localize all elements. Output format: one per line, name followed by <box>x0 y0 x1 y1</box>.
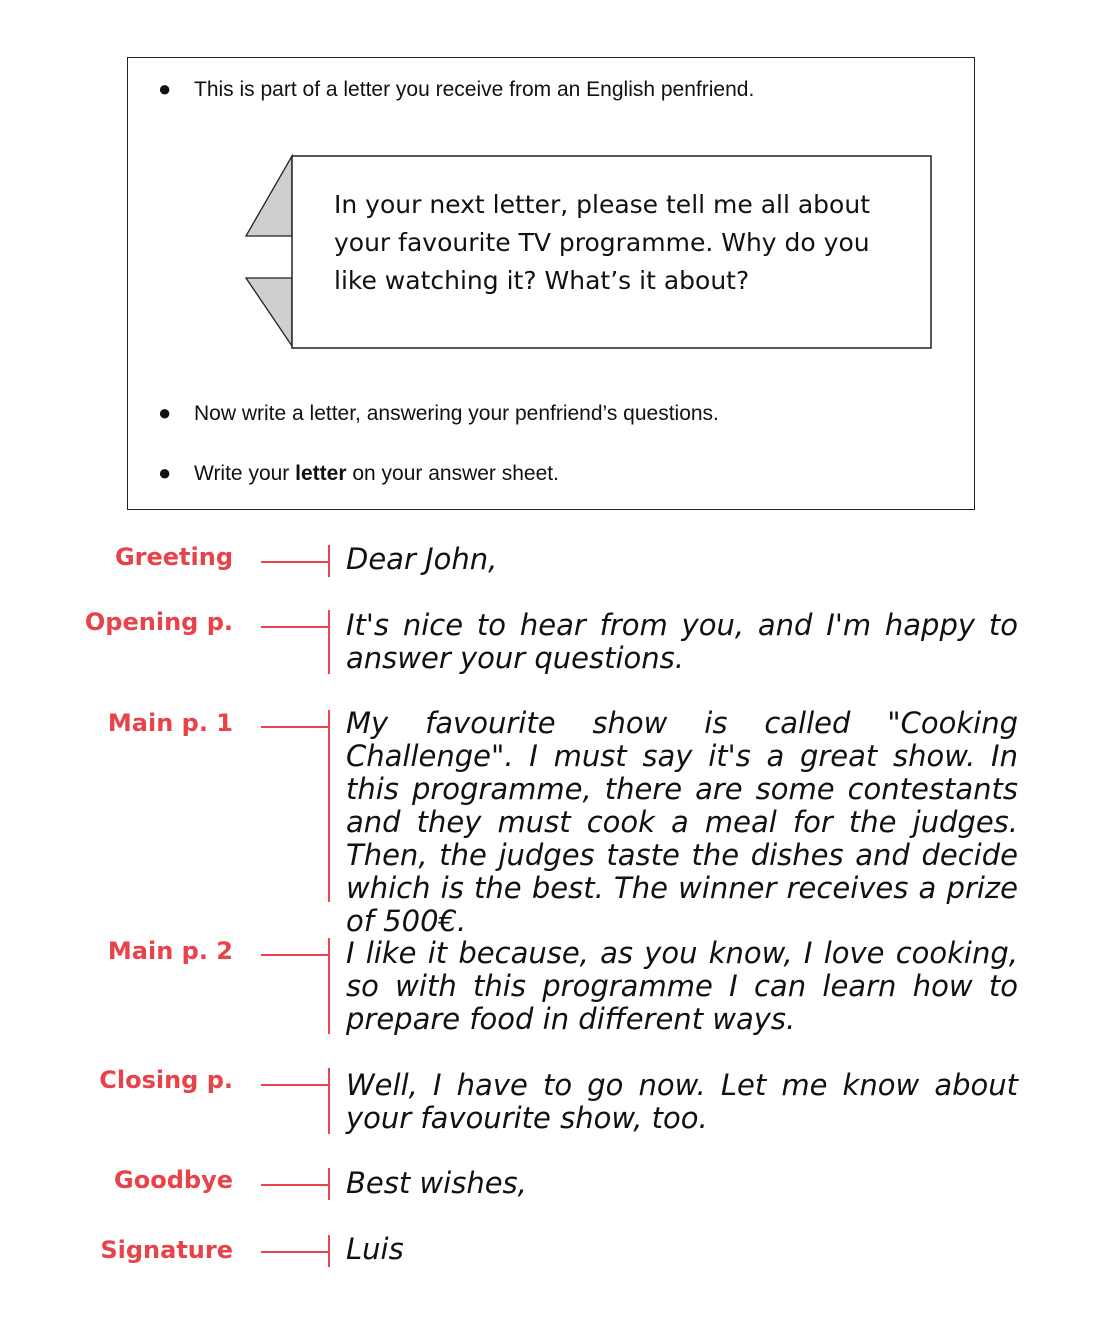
connector-line <box>261 1251 329 1253</box>
penfriend-question-text: In your next letter, please tell me all about your favourite TV programme. Why do you like watching it? What’s it about? <box>334 190 870 295</box>
letter-closing-paragraph: Well, I have to go now. Let me know about your favourite show, too. <box>346 1068 1018 1135</box>
task-box: ● This is part of a letter you receive from an English penfriend. In your next letter, please tell me all about your favourite TV programme. Why do you like watching it? What’s it about? ● Now write a letter, answering your penfriend’s questions. ● Write your letter on your answer sheet. <box>127 57 975 510</box>
letter-main-paragraph-1: My favourite show is called "Cooking Challenge". I must say it's a great show. In this programme, there are some contestants and they must cook a meal for the judges. Then, the judges taste the dishes and decide which is the best. The winner receives a prize of 500€. <box>346 706 1018 938</box>
letter-opening-paragraph: It's nice to hear from you, and I'm happy to answer your questions. <box>346 608 1018 675</box>
section-bar <box>328 1068 330 1134</box>
section-bar <box>328 710 330 902</box>
letter-main-paragraph-2: I like it because, as you know, I love cooking, so with this programme I can learn how to prepare food in different ways. <box>346 936 1018 1036</box>
letter-signature: Luis <box>346 1232 404 1266</box>
connector-line <box>261 1184 329 1186</box>
section-bar <box>328 1168 330 1200</box>
section-label-goodbye: Goodbye <box>114 1166 233 1194</box>
connector-line <box>261 1084 329 1086</box>
section-label-opening: Opening p. <box>84 608 233 636</box>
section-label-main-1: Main p. 1 <box>107 709 233 737</box>
section-label-signature: Signature <box>100 1236 233 1264</box>
letter-goodbye: Best wishes, <box>346 1166 527 1200</box>
section-label-closing: Closing p. <box>99 1066 233 1094</box>
bullet-icon: ● <box>158 460 172 485</box>
fold-top-icon <box>246 156 292 236</box>
section-bar <box>328 938 330 1034</box>
bullet-icon: ● <box>158 400 172 425</box>
connector-line <box>261 626 329 628</box>
connector-line <box>261 726 329 728</box>
section-label-main-2: Main p. 2 <box>107 937 233 965</box>
bullet-icon: ● <box>158 76 172 101</box>
section-bar <box>328 610 330 674</box>
letter-greeting: Dear John, <box>346 542 498 576</box>
fold-bottom-icon <box>246 278 292 346</box>
section-bar <box>328 545 330 577</box>
section-label-greeting: Greeting <box>114 543 233 571</box>
section-bar <box>328 1235 330 1267</box>
connector-line <box>261 561 329 563</box>
connector-line <box>261 954 329 956</box>
